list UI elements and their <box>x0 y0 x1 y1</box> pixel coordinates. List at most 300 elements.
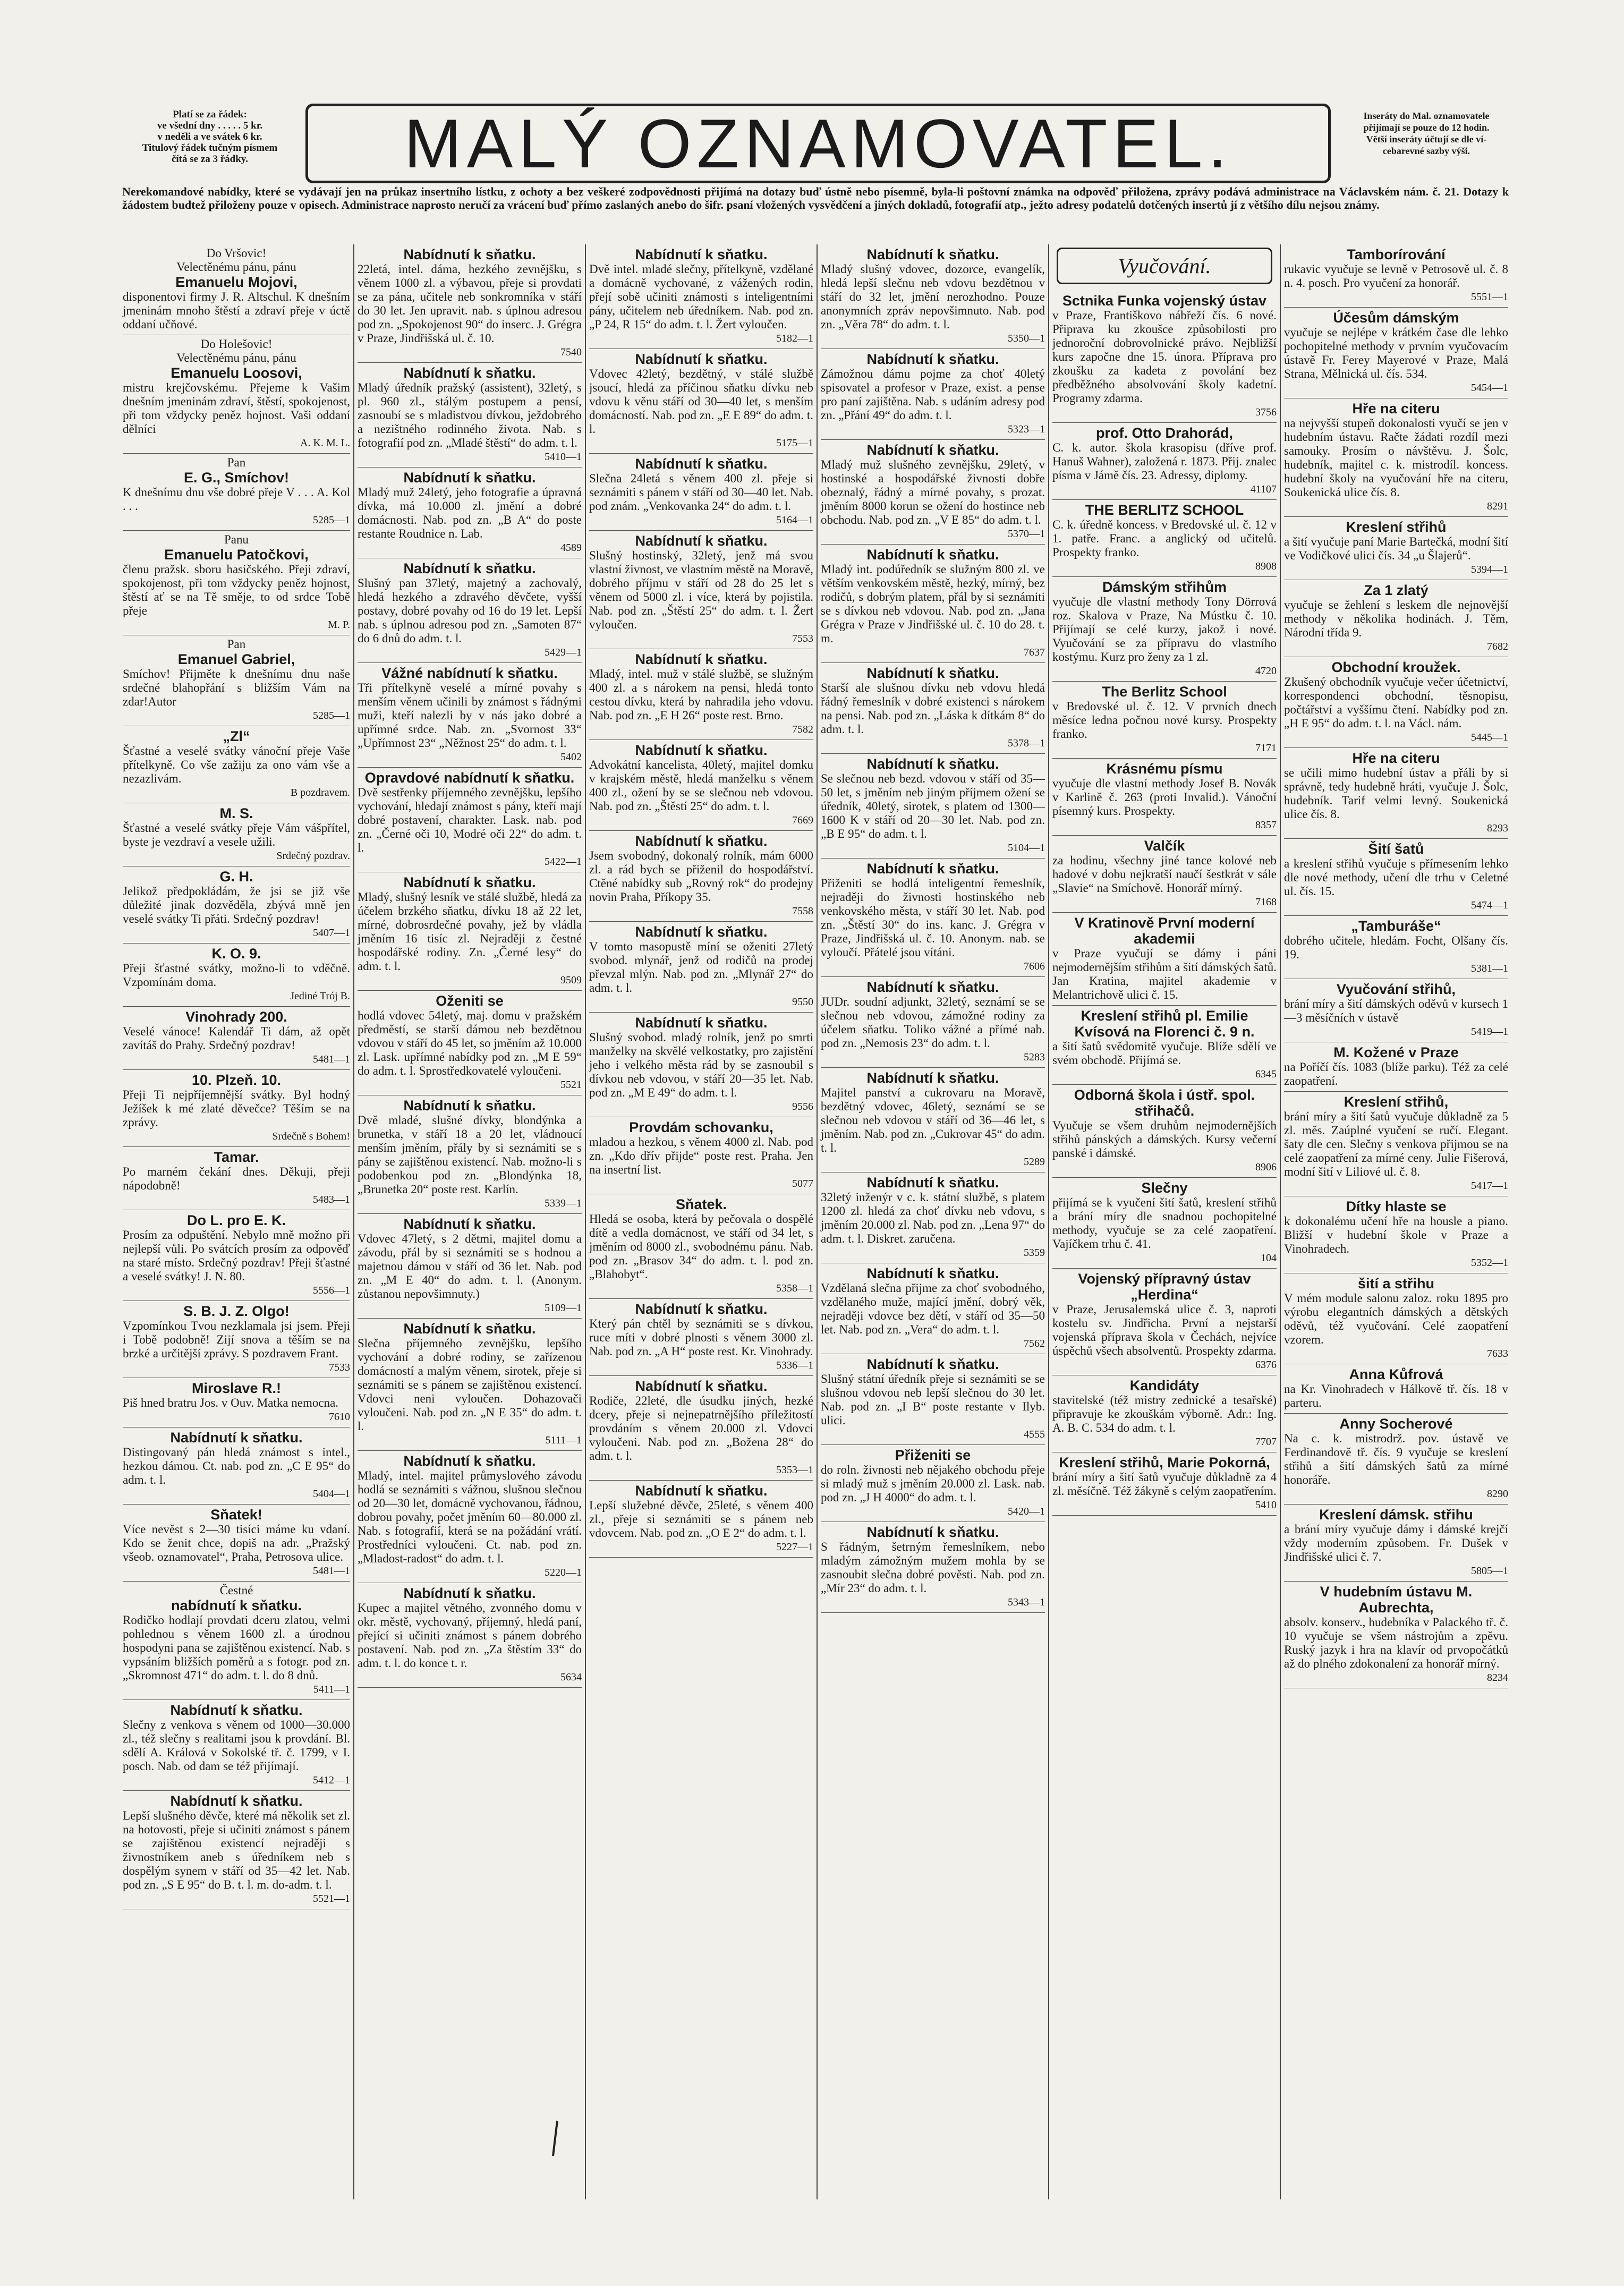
ad-body: a kreslení střihů vyučuje s přímesením lehko dle nové methody, učení dle trhu v Celetné ul. čís. 15. <box>1284 857 1508 898</box>
ad-headline: Nabídnutí k sňatku. <box>635 247 768 262</box>
ad-code: 7637 <box>1024 647 1045 658</box>
ad-headline: prof. Otto Drahorád, <box>1096 425 1233 441</box>
classified-ad <box>589 649 813 740</box>
ad-code: 5359 <box>1024 1247 1045 1259</box>
ad-body: v Praze vyučují se dámy i páni nejmodernějším střihům a šití dámských šatů. Jan Kratina, majitel akademie v Melantrichově ulici č. 15. <box>1052 947 1277 1001</box>
ad-body: v Praze, Jerusalemská ulice č. 3, naproti kostelu sv. Jindřicha. První a nejstarší vojenská příprava škola v Čechách, nejvíce úspěchů všech absolventů. Prospekty zdarma. <box>1052 1303 1277 1357</box>
ad-code: 8293 <box>1487 822 1508 834</box>
ad-body: Advokátní kancelista, 40letý, majitel domku v krajském městě, hledá manželku s věnem 400 zl., ožení by se se slečnou neb vdovou. Nab. pod zn. „Štěstí 25“ do adm. t. l. <box>589 758 813 813</box>
classified-ad <box>589 831 813 922</box>
ad-headline: Miroslave R.! <box>191 1380 282 1396</box>
ad-headline: Kandidáty <box>1129 1378 1200 1393</box>
ad-body: vyučuje se žehlení s leskem dle nejnovější methody v několika hodinách. J. Těm, Národní třída 9. <box>1284 598 1508 639</box>
classified-ad <box>1284 580 1508 657</box>
ad-body: 22letá, intel. dáma, hezkého zevnějšku, s věnem 1000 zl. a výbavou, přeje si provdati se za pána, učitele neb sonkromníka v stáří do 30 let. Jen upravit. nab. s úplnou adresou pod zn. „Spokojenost 90“ do inserc. J. Grégra v Praze, Jindřišská ul. č. 10. <box>358 262 582 345</box>
ad-headline: Nabídnutí k sňatku. <box>170 1430 303 1446</box>
ad-code: M. P. <box>328 619 350 631</box>
classified-ad <box>1284 517 1508 580</box>
ad-headline: Sctnika Funka vojenský ústav <box>1062 293 1267 309</box>
ad-headline: Nabídnutí k sňatku. <box>403 1453 536 1469</box>
ad-body: mistru krejčovskému. Přejeme k Vašim dnešním jmeninám zdraví, štěstí, spokojenost, při tom vždycky peněz hojnost. Vaši oddaní dělníci <box>123 381 350 436</box>
ad-headline: Do L. pro E. K. <box>187 1212 286 1228</box>
ad-headline: Valčík <box>1144 838 1185 854</box>
pen-mark <box>550 2120 560 2157</box>
ad-body: na Poříčí čís. 1083 (blíže parku). Též za celé zaopatření. <box>1284 1060 1508 1087</box>
info-line: Inseráty do Mal. oznamovatele <box>1363 111 1490 121</box>
ad-body: Vyučuje se všem druhům nejmodernějších střihů pánských a dámských. Kursy večerní panské i dámské. <box>1052 1119 1277 1160</box>
ad-headline: Nabídnutí k sňatku. <box>403 247 536 262</box>
ad-code: 5407—1 <box>313 927 350 939</box>
ad-code: 4589 <box>560 542 582 554</box>
ad-code: 5285—1 <box>313 514 350 526</box>
ad-headline: Hře na citeru <box>1352 401 1440 417</box>
ad-headline: „Zl“ <box>223 728 250 744</box>
administration-notice: Nerekomandové nabídky, které se vydávají jen na průkaz insertního lístku, z ochoty a bez veškeré zodpovědnosti přijímá na dotazy buď ústně nebo písemně, byla-li poštovní známka na odpověď přiložena, zprávy podává administrace na Václavském nám. č. 21. Dotazy k žádostem budtež přiloženy pouze v opisech. Administrace naprosto neručí za vrácení buď přímo zaslaných anebo do šifr. psaní vložených vysvědčení a jiných dokladů, fotografií atp., ježto adresy podatelů dotčených insertů jí z většího dílu nejsou známy. <box>122 185 1509 211</box>
ad-code: 41107 <box>1250 483 1277 495</box>
ad-headline: Nabídnutí k sňatku. <box>635 1015 768 1031</box>
ad-body: Jelikož předpokládám, že jsi se již vše důležité jinak dozvěděla, zbývá mně jen veselé svátky Ti přáti. Srdečný pozdrav! <box>123 885 350 925</box>
ad-code: 7633 <box>1487 1348 1508 1359</box>
ad-code: 7582 <box>792 724 813 735</box>
ad-body: Dvě sestřenky příjemného zevnějšku, lepšího vychování, hledají známost s pány, kteří mají dobré postavení, charakter. Lask. nab. pod zn. „Černé oči 10, Modré oči 22“ do adm. t. l. <box>358 786 582 854</box>
ad-headline: „Tamburáše“ <box>1351 918 1441 934</box>
classified-ad <box>123 244 350 335</box>
classified-ad <box>589 531 813 649</box>
ad-body: Mladý, intel. majitel průmyslového závodu hodlá se seznámiti s vážnou, slušnou slečnou od 20—30 let, domácně vychovanou, řádnou, dobrou povahy, počet jměním 60—80.000 zl. Nab. s fotografií, která se na požádání vrátí. Prostředníci vyloučeni. Ct. nab. pod zn. „Mladost-radost“ do adm. t. l. <box>358 1469 582 1565</box>
classified-ad <box>358 1583 582 1688</box>
ad-code: 7171 <box>1255 742 1277 754</box>
ad-code: 5404—1 <box>313 1488 350 1500</box>
ad-code: 5394—1 <box>1471 564 1508 575</box>
ad-headline: Kreslení střihů, Marie Pokorná, <box>1059 1455 1270 1471</box>
education-ad <box>1052 759 1277 836</box>
ad-headline: Provdám schovanku, <box>629 1119 773 1135</box>
classified-ad <box>123 866 350 944</box>
ad-code: 5352—1 <box>1471 1257 1508 1269</box>
ad-body: Hledá se osoba, která by pečovala o dospělé dítě a vedla domácnost, ve stáří od 34 let, s jměním od 8000 zl., svobodnému pánu. Nab. pod zn. „Brasov 34“ do adm. t. l. pod zn. „Blahobyt“. <box>589 1212 813 1281</box>
ad-code: 5227—1 <box>776 1541 813 1553</box>
education-ad <box>1052 577 1277 682</box>
ad-body: Mladý, intel. muž v stálé službě, se služným 400 zl. a s nárokem na pensi, hledá tonto cestou dívku, která by nahradila jeho vdovu. Nab. pod zn. „E H 26“ poste rest. Brno. <box>589 667 813 722</box>
education-ad <box>1052 1452 1277 1516</box>
ad-code: 5412—1 <box>313 1774 350 1786</box>
ad-headline: Nabídnutí k sňatku. <box>403 1098 536 1114</box>
classified-ad <box>1284 244 1508 308</box>
ad-code: 5422—1 <box>545 856 582 868</box>
ad-headline: Nabídnutí k sňatku. <box>866 665 999 681</box>
classified-ad <box>821 545 1045 663</box>
ad-code: 5474—1 <box>1471 899 1508 911</box>
ad-code: 5429—1 <box>545 647 582 658</box>
ad-headline: Slečny <box>1141 1180 1188 1196</box>
ad-code: 7533 <box>329 1362 350 1373</box>
ad-headline: S. B. J. Z. Olgo! <box>183 1303 290 1319</box>
ad-body: S řádným, šetrným řemeslníkem, nebo mladým zámožným mužem mohla by se zasnoubit slečna dobré pověsti. Nab. pod zn. „Mír 23“ do adm. t. l. <box>821 1540 1045 1595</box>
ad-headline: Nabídnutí k sňatku. <box>403 1321 536 1337</box>
ad-code: 5370—1 <box>1008 528 1045 540</box>
ad-headline: Vojenský přípravný ústav „Herdina“ <box>1078 1271 1251 1303</box>
ad-headline: Nabídnutí k sňatku. <box>635 1378 768 1394</box>
classified-ad <box>123 1700 350 1791</box>
ad-headline: K. O. 9. <box>211 946 261 962</box>
classified-ad <box>821 977 1045 1068</box>
ad-code: 5556—1 <box>313 1285 350 1296</box>
ad-code: 7682 <box>1487 641 1508 652</box>
ad-body: na nejvyšší stupeň dokonalosti vyučí se jen v hudebním ústavu. Račte žádati rozdíl mezi samouky. Prosím o návštěvu. J. Šolc, hudebník, majitel c. k. mistrodíl. koncess. hudební školy na vyučování hře na citeru, Soukenická ulice čís. 8. <box>1284 417 1508 499</box>
ad-code: 5410—1 <box>545 451 582 463</box>
ad-intro: Velectěnému pánu, pánu <box>176 351 296 364</box>
ad-code: 5481—1 <box>313 1565 350 1577</box>
ad-headline: Nabídnutí k sňatku. <box>635 351 768 367</box>
classified-ad <box>123 803 350 866</box>
ad-body: Slušný pan 37letý, majetný a zachovalý, hledá hezkého a zdravého děvčete, vyšší postavy, dobré povahy od 16 do 19 let. Lepší nab. s úplnou adresou pod zn. „Samoten 87“ do 6 dnů do adm. t. l. <box>358 576 582 645</box>
classified-ad <box>123 1147 350 1210</box>
education-ad <box>1052 1375 1277 1452</box>
classified-ad <box>589 740 813 831</box>
classified-ad <box>821 440 1045 545</box>
ad-headline: Nabídnutí k sňatku. <box>403 365 536 381</box>
price-line: ve všední dny . . . . . 5 kr. <box>157 120 263 131</box>
ad-body: mladou a hezkou, s věnem 4000 zl. Nab. pod zn. „Kdo dřív přijde“ poste rest. Praha. Jen na insertní list. <box>589 1135 813 1176</box>
ad-code: 5220—1 <box>545 1567 582 1578</box>
insertion-info-box <box>1344 110 1509 157</box>
ad-headline: Dámským střihům <box>1102 579 1227 595</box>
ad-headline: Hře na citeru <box>1352 750 1440 766</box>
ad-headline: Oženiti se <box>436 993 504 1009</box>
ad-body: Slušný státní úředník přeje si seznámiti se se slušnou vdovou neb lepší slečnou do 30 let. Nab. pod zn. „I B“ poste restante v Ilyb. ulici. <box>821 1372 1045 1427</box>
ad-code: 5111—1 <box>545 1434 582 1446</box>
ad-body: C. k. autor. škola krasopisu (dříve prof. Hanuš Wahner), založená r. 1873. Přij. znalec písma v Jámě čís. 23. Adressy, diplomy. <box>1052 441 1277 482</box>
ad-body: členu pražsk. sboru hasičského. Přeji zdraví, spokojenost, při tom vždycky peněz hojnost, štěstí ať se na Tě směje, to od srdce Tobě přeje <box>123 563 350 617</box>
ad-code: 6376 <box>1255 1359 1277 1371</box>
ad-headline: Nabídnutí k sňatku. <box>170 1702 303 1718</box>
classified-ad <box>821 1263 1045 1354</box>
ad-code: 5164—1 <box>776 514 813 526</box>
ad-code: 5378—1 <box>1008 737 1045 749</box>
education-ad <box>1052 500 1277 577</box>
ad-body: vyučuje dle vlastní methody Tony Dörrová roz. Skalova v Praze, Na Mústku č. 10. Přijímají se celé kurzy, jakož i nové. Vyučování se za přípravu do vlastního kostýmu. Kurz pro ženy za 1 zl. <box>1052 595 1277 664</box>
ad-body: disponentovi firmy J. R. Altschul. K dnešním jmeninám mnoho štěstí a zdraví přeje v úctě oddaní učňové. <box>123 290 350 331</box>
ad-body: Vzpomínkou Tvou nezklamala jsi jsem. Přeji i Tobě podobně! Zijí snova a těším se na brzké a určitější zprávy. S pozdravem Frant. <box>123 1319 350 1360</box>
ad-code: 7540 <box>560 346 582 358</box>
classified-ad <box>1284 1505 1508 1582</box>
ad-code: 5445—1 <box>1471 732 1508 743</box>
ad-code: 5182—1 <box>776 333 813 344</box>
ad-body: JUDr. soudní adjunkt, 32letý, seznámí se se slečnou neb vdovou, zámožné rodiny za účelem sňatku. Toliko vážné a přímé nab. pod zn. „Nemosis 23“ do adm. t. l. <box>821 995 1045 1050</box>
ad-headline: šití a střihu <box>1357 1276 1435 1291</box>
classified-ad <box>358 363 582 468</box>
ad-body: přijímá se k vyučení šití šatů, kreslení střihů a brání míry dle snadnou pochopitelné methody, vyučuje se za celé zaopatření. Vajíčkem trhu č. 41. <box>1052 1196 1277 1251</box>
classified-ad <box>821 1172 1045 1263</box>
ad-headline: Kreslení střihů, <box>1344 1094 1449 1110</box>
ad-body: Slečny z venkova s věnem od 1000—30.000 zl., též slečny s realitami jsou k provdání. Bl. sdělí A. Králová v Sokolské tř. č. 1799, v I. posch. Nab. od dam se též přijímají. <box>123 1718 350 1773</box>
ad-code: 5289 <box>1024 1156 1045 1168</box>
classified-ad <box>123 454 350 531</box>
ad-headline: Nabídnutí k sňatku. <box>866 1356 999 1372</box>
masthead <box>122 104 1503 183</box>
ad-headline: Šití šatů <box>1368 841 1424 857</box>
classified-ad <box>358 872 582 991</box>
classified-ad <box>358 558 582 663</box>
ad-body: 32letý inženýr v c. k. státní službě, s platem 1200 zl. hledá za choť dívku neb vdovu, s jměním 20.000 zl. Nab. pod zn. „Lena 97“ do adm. t. l. Diskret. zaručena. <box>821 1191 1045 1245</box>
ad-code: 104 <box>1261 1252 1277 1264</box>
ad-code: 7610 <box>329 1411 350 1423</box>
ad-code: 3756 <box>1255 406 1277 418</box>
classified-ad <box>589 1117 813 1194</box>
ad-headline: Nabídnutí k sňatku. <box>866 756 999 772</box>
ad-headline: Nabídnutí k sňatku. <box>635 1483 768 1499</box>
ad-body: Šťastné a veselé svátky vánoční přeje Vaše přítelkyně. Co vše zažiju za ono vám vše a nezazlivám. <box>123 744 350 785</box>
ad-headline: Nabídnutí k sňatku. <box>635 456 768 472</box>
column-6 <box>1280 244 1511 2199</box>
classified-ad <box>1284 748 1508 839</box>
classified-ad <box>589 349 813 454</box>
ad-code: 5454—1 <box>1471 382 1508 394</box>
ad-body: dobrého učitele, hledám. Focht, Olšany čís. 19. <box>1284 934 1508 961</box>
classified-ad <box>821 1068 1045 1172</box>
classified-ad <box>1284 1582 1508 1688</box>
ad-headline: Nabídnutí k sňatku. <box>866 547 999 563</box>
ad-body: Vzdělaná slečna přijme za choť svobodného, vzdělaného muže, mající jmění, dobrý věk, nejraději vdovce bez dětí, v stáří od 35—50 let. Nab. pod zn. „Vera“ do adm. t. l. <box>821 1281 1045 1336</box>
section-title: MALÝ OZNAMOVATEL. <box>404 105 1232 182</box>
price-line: Titulový řádek tučným písmem <box>142 142 278 154</box>
education-ad <box>1052 1178 1277 1269</box>
ad-headline: M. Kožené v Praze <box>1333 1044 1459 1060</box>
ad-body: Slušný svobod. mladý rolník, jenž po smrti manželky na skvělé velkostatky, pro zajistění jeho i velkého města rád by se zasnoubil s dívkou neb vdovou, v stáří 20—35 let. Nab. pod zn. „M E 49“ do adm. t. l. <box>589 1031 813 1099</box>
ad-headline: Nabídnutí k sňatku. <box>866 247 999 262</box>
classified-ad <box>589 454 813 531</box>
ad-headline: Nabídnutí k sňatku. <box>635 742 768 758</box>
ad-body: Vdovec 42letý, bezdětný, v stálé službě jsoucí, hledá za příčinou sňatku dívku neb vdovu k věnu stáří od 30—40 let, s menším domácností. Nab. pod zn. „E E 89“ do adm. t. l. <box>589 367 813 436</box>
ad-code: 5283 <box>1024 1051 1045 1063</box>
ad-code: 5358—1 <box>776 1282 813 1294</box>
ad-code: 5410 <box>1255 1499 1277 1511</box>
ad-headline: Anna Kůfrová <box>1349 1366 1443 1382</box>
classified-ad <box>123 1210 350 1301</box>
ad-headline: The Berlitz School <box>1102 684 1227 700</box>
ad-body: absolv. konserv., hudebníka v Palackého tř. č. 10 vyučuje se všem nástrojům a zpěvu. Ruský jazyk i hra na klavír od prvopočátků až do plného zdokonalení za honorář mírný. <box>1284 1616 1508 1670</box>
ad-body: hodlá vdovec 54letý, maj. domu v pražském předměstí, se starší dámou neb bezdětnou vdovou v stáří do 45 let, so jměním až 10.000 zl. Lask. upřímné nabídky pod zn. „M E 59“ do adm. t. l. Sprostředkovatelé vyloučeni. <box>358 1009 582 1077</box>
education-ad <box>1052 423 1277 500</box>
section-heading: Vyučování. <box>1057 248 1272 284</box>
ad-code: 5285—1 <box>313 710 350 721</box>
column-2 <box>353 244 585 2199</box>
ad-body: Po marném čekání dnes. Děkuji, přeji nápodobně! <box>123 1165 350 1192</box>
ad-headline: THE BERLITZ SCHOOL <box>1085 502 1244 518</box>
ad-body: Slušný hostinský, 32letý, jenž má svou vlastní živnost, ve vlastním městě na Moravě, dobrého příjmu v stáří od 28 do 25 let s věnem od 5000 zl. i více, která by pojistila. Nab. pod zn. „Štěstí 25“ do adm. t. l. Žert vyloučen. <box>589 549 813 631</box>
ad-headline: Vinohrady 200. <box>185 1009 287 1025</box>
ad-code: 5521—1 <box>313 1893 350 1905</box>
ad-headline: Nabídnutí k sňatku. <box>403 1585 536 1601</box>
ad-code: 4555 <box>1024 1429 1045 1440</box>
classified-ad <box>123 1007 350 1070</box>
ad-code: 5109—1 <box>545 1302 582 1314</box>
classified-ad <box>821 1445 1045 1522</box>
ad-body: Zkušený obchodník vyučuje večer účetnictví, korrespondenci obchodní, těsnopisu, počtářství a vyššímu čtení. Nabídky pod zn. „H E 95“ do adm. t. l. na Václ. nám. <box>1284 675 1508 730</box>
ad-headline: nabídnutí k sňatku. <box>171 1597 302 1613</box>
ad-body: V mém module salonu zaloz. roku 1895 pro výrobu elegantních dámských a dětských oděvů, též vyučování. Celé zaopatření vzorem. <box>1284 1291 1508 1346</box>
classified-ad <box>821 1522 1045 1613</box>
education-ad <box>1052 836 1277 913</box>
classified-ad <box>589 244 813 349</box>
classified-ad <box>123 1582 350 1700</box>
ad-body: Mladý, slušný lesník ve stálé službě, hledá za účelem brzkého sňatku, dívku 18 až 22 let, mírné, dobrosrdečné povahy, jež by vládla jměním 16 tisíc zl. Nejraději z čestné hospodářské rodiny. Zn. „Černé lesy“ do adm. t. l. <box>358 890 582 973</box>
ad-headline: Anny Socherové <box>1339 1416 1453 1432</box>
ad-body: Piš hned bratru Jos. v Ouv. Matka nemocna. <box>123 1396 339 1409</box>
classified-ad <box>1284 1414 1508 1505</box>
ad-body: Více nevěst s 2—30 tisíci máme ku vdaní. Kdo se ženit chce, dopiš na adr. „Pražský všeob. oznamovatel“, Praha, Petrosova ulice. <box>123 1523 350 1563</box>
ad-body: Kupec a majitel větného, zvonného domu v okr. městě, vychovaný, příjemný, hledá paní, přející si učiniti známost s pánem dobrého postavení. Nab. pod zn. „Za štěstím 33“ do adm. t. l. do konce t. r. <box>358 1601 582 1670</box>
price-line: Platí se za řádek: <box>173 109 247 120</box>
ad-headline: Krásnému písmu <box>1106 761 1223 777</box>
ad-body: Mladý muž 24letý, jeho fotografie a úpravná dívka, má 10.000 zl. jmění a dobré domácnosti. Nab. pod zn. „B A“ do poste restante Roudnice n. Lab. <box>358 486 582 540</box>
classified-ad <box>1284 398 1508 517</box>
ad-body: Na c. k. mistrodrž. pov. ústavě ve Ferdinandově tř. čís. 9 vyučuje se kreslení střihů a šití dámských šatů za mírné honoráře. <box>1284 1432 1508 1486</box>
ad-headline: Přiženiti se <box>895 1447 971 1463</box>
ad-body: Majitel panství a cukrovaru na Moravě, bezdětný vdovec, 46letý, seznámí se se slečnou neb vdovou v stáří od 36—46 let, s jměním. Nab. pod zn. „Cukrovar 45“ do adm. t. l. <box>821 1086 1045 1154</box>
classified-ad <box>1284 1042 1508 1092</box>
ad-headline: Tamborírování <box>1347 247 1446 262</box>
classified-ad <box>123 635 350 726</box>
ad-code: 5175—1 <box>776 437 813 449</box>
ad-body: Se slečnou neb bezd. vdovou v stáří od 35—50 let, s jměním neb jiným příjmem ožení se úředník, 40letý, sirotek, s platem od 1300—1600 K v stáří od 20—30 let. Nab. pod zn. „B E 95“ do adm. t. l. <box>821 772 1045 840</box>
education-ad <box>1052 1269 1277 1375</box>
education-ad <box>1052 682 1277 759</box>
ad-headline: Vyučování střihů, <box>1336 981 1456 997</box>
ad-body: v Praze, Františkovo nábřeží čís. 6 nové. Připrava ku zkoušce způsobilosti pro jednoroční dobrovolnické právo. Nejbližší kurs započne dne 15. února. Příprava pro zkoušku za kadeta z povolání bez předběžného absolvování školy kadetní. Programy zdarma. <box>1052 309 1277 405</box>
classified-ad <box>123 726 350 803</box>
education-ad <box>1052 1085 1277 1178</box>
ad-code: 8357 <box>1255 819 1277 831</box>
column-4 <box>817 244 1048 2199</box>
ad-body: Prosím za odpuštění. Nebylo mně možno při nejlepší vůli. Po svátcích prosím za odpověď na staré místo. Srdečný pozdrav! Přeji šťastné a veselé svátky! J. N. 80. <box>123 1228 350 1283</box>
ad-body: Distingovaný pán hledá známost s intel., hezkou dámou. Ct. nab. pod zn. „C E 95“ do adm. t. l. <box>123 1446 350 1486</box>
ad-body: Lepší slušného děvče, které má několik set zl. na hotovosti, přeje si učiniti známost s pánem se zajištěnou existencí nejraději s živnostníkem aneb s úředníkem neb s dospělým synem v stáří od 35—42 let. Nab. pod zn. „S E 95“ do B. t. l. m. do-adm. t. l. <box>123 1809 350 1891</box>
ad-body: na Kr. Vinohradech v Hálkově tř. čís. 18 v parteru. <box>1284 1382 1508 1409</box>
classified-ad <box>589 1194 813 1299</box>
ad-headline: Nabídnutí k sňatku. <box>635 1301 768 1317</box>
ad-body: Starší ale slušnou dívku neb vdovu hledá řádný řemeslník v dobré existenci s nárokem na pensi. Nab. pod zn. „Láska k dítkám 8“ do adm. t. l. <box>821 681 1045 736</box>
ad-code: Srdečný pozdrav. <box>276 850 350 862</box>
ad-code: B pozdravem. <box>290 787 350 798</box>
classified-ad <box>821 754 1045 859</box>
info-line: přijímají se pouze do 12 hodin. <box>1363 122 1490 133</box>
classified-ad <box>123 1378 350 1427</box>
classified-ad <box>123 1070 350 1147</box>
ad-code: 8234 <box>1487 1672 1508 1684</box>
ad-code: 7168 <box>1255 896 1277 908</box>
ad-body: Mladý slušný vdovec, dozorce, evangelík, hledá lepší slečnu neb vdovu bezdětnou v stáří do 32 let, jmění nerozhodno. Pouze anonymních zpráv nepovšimnuto. Nab. pod zn. „Věra 78“ do adm. t. l. <box>821 262 1045 331</box>
ad-body: brání míry a šití dámských oděvů v kursech 1—3 měsíčních v ústavě <box>1284 997 1508 1024</box>
ad-code: 6345 <box>1255 1068 1277 1080</box>
ad-headline: Za 1 zlatý <box>1364 582 1429 598</box>
ad-code: 5402 <box>560 751 582 763</box>
ad-body: Přeji šťastné svátky, možno-li to vděčně. Vzpomínám doma. <box>123 962 350 989</box>
ad-prefix: Panu <box>224 533 249 546</box>
ad-code: 5353—1 <box>776 1464 813 1476</box>
ad-body: C. k. úředně koncess. v Bredovské ul. č. 12 v 1. patře. Franc. a anglický od učitelů. Prospekty franko. <box>1052 518 1277 559</box>
classified-ad <box>589 1481 813 1558</box>
ad-body: za hodinu, všechny jiné tance kolové neb hadové v dobu nejkratší naučí šestkrát v sále „Slavie“ na Smíchově. Honorář mírný. <box>1052 854 1277 895</box>
ad-code: 7553 <box>792 633 813 644</box>
ad-code: 5481—1 <box>313 1053 350 1065</box>
ad-body: a brání míry vyučuje dámy i dámské krejčí vždy moderním způsobem. Fr. Dušek v Jindřišské ulici č. 7. <box>1284 1523 1508 1563</box>
ad-headline: Odborná škola i ústř. spol. střihačů. <box>1074 1087 1255 1119</box>
ad-body: Slečna 24letá s věnem 400 zl. přeje si seznámiti s pánem v stáří od 30—40 let. Nab. pod znám. „Venkovanka 24“ do adm. t. l. <box>589 472 813 513</box>
ad-headline: Nabídnutí k sňatku. <box>170 1793 303 1809</box>
ad-body: Šťastné a veselé svátky přeje Vám vášpřítel, byste je vezdraví a vesele užili. <box>123 821 350 848</box>
ad-headline: Tamar. <box>214 1149 259 1165</box>
ad-code: 5323—1 <box>1008 423 1045 435</box>
classified-ad <box>123 1301 350 1378</box>
ad-body: se učili mimo hudební ústav a přáli by si správně, tedy hudebně hráti, vyučuje J. Šolc, hudebník. Tarif velmi levný. Soukenická ulice čís. 8. <box>1284 766 1508 821</box>
ad-code: 5419—1 <box>1471 1026 1508 1038</box>
ad-body: Vdovec 47letý, s 2 dětmi, majitel domu a závodu, přál by si seznámiti se s hodnou a majetnou dámou v stáří od 36 let. Nab. pod zn. „M E 40“ do adm. t. l. (Anonym. zůstanou nepovšimnuty.) <box>358 1232 582 1301</box>
ad-code: 5343—1 <box>1008 1596 1045 1608</box>
ad-code: 5381—1 <box>1471 963 1508 974</box>
ad-body: vyučuje se nejlépe v krátkém čase dle lehko pochopitelné methody v prvním vyučovacím ústavě Fr. Ferey Mayerové v Praze, Malá Strana, Mělnická ul. čís. 534. <box>1284 326 1508 380</box>
ad-body: Dvě intel. mladé slečny, přítelkyně, vzdělané a domácně vychované, z vážených rodin, přejí sobě učiniti známosti s inteligentními pány, učitelem neb úředníkem. Nab. pod zn. „P 24, R 15“ do adm. t. l. Žert vyloučen. <box>589 262 813 331</box>
ad-headline: Nabídnutí k sňatku. <box>403 874 536 890</box>
classified-ad <box>821 244 1045 349</box>
ad-headline: Emanuelu Patočkovi, <box>164 547 309 563</box>
price-line: čítá se za 3 řádky. <box>171 154 249 165</box>
ad-prefix: Čestné <box>219 1584 253 1597</box>
ad-code: 5339—1 <box>545 1197 582 1209</box>
column-5 <box>1048 244 1280 2199</box>
ad-headline: G. H. <box>219 869 253 885</box>
ad-headline: Nabídnutí k sňatku. <box>635 833 768 849</box>
ad-code: 7606 <box>1024 961 1045 972</box>
classified-ad <box>123 1427 350 1505</box>
classified-ad <box>1284 979 1508 1042</box>
price-line: v neděli a ve svátek 6 kr. <box>157 131 262 142</box>
classified-ad <box>589 1013 813 1117</box>
ad-body: brání míry a šití šatů vyučuje důkladně za 4 zl. měsíčně. Též žákyně s celým zaopatřením. <box>1052 1471 1277 1498</box>
ad-code: 5420—1 <box>1008 1506 1045 1517</box>
classified-ad <box>1284 916 1508 979</box>
classified-ad <box>123 1791 350 1909</box>
ad-code: Jediné Trój B. <box>290 990 350 1002</box>
ad-body: brání míry a šití šatů vyučuje důkladně za 5 zl. měs. Zaúplné vyučení se ručí. Elegant. šaty dle cen. Slečny s venkova přijmou se na celé zaopatření za mírné ceny. Julie Fišerová, modní šití v Liliové ul. č. 8. <box>1284 1110 1508 1178</box>
ad-headline: Nabídnutí k sňatku. <box>866 1070 999 1086</box>
ad-code: 5417—1 <box>1471 1180 1508 1192</box>
ad-headline: Sňatek. <box>675 1196 727 1212</box>
ad-code: 8290 <box>1487 1488 1508 1500</box>
ad-body: Který pán chtěl by seznámiti se s dívkou, ruce míti v dobré plnosti s věnem 3000 zl. Nab. pod zn. „A H“ poste rest. Kr. Vinohrady. <box>589 1317 813 1358</box>
classified-ad <box>821 859 1045 977</box>
education-ad <box>1052 1006 1277 1085</box>
classified-ad <box>358 1214 582 1319</box>
classified-ad <box>1284 1196 1508 1273</box>
ad-body: a šití vyučuje paní Marie Bartečká, modní šití ve Vodičkové ulici čís. 34 „u Šlajerů“. <box>1284 535 1508 562</box>
ad-body: vyučuje dle vlastní methody Josef B. Novák v Karlině č. 263 (proti Invalid.). Vánoční písemný kurs. Prospekty. <box>1052 777 1277 818</box>
ad-code: A. K. M. L. <box>300 437 350 449</box>
classified-ad <box>589 1299 813 1376</box>
classified-ad <box>1284 1364 1508 1414</box>
ad-code: 5104—1 <box>1008 842 1045 854</box>
ad-headline: Nabídnutí k sňatku. <box>635 651 768 667</box>
ad-body: Lepší služebné děvče, 25leté, s věnem 400 zl., přeje si seznámiti se s pánem neb vdovcem. Nab. pod zn. „O E 2“ do adm. t. l. <box>589 1499 813 1540</box>
ad-code: 7669 <box>792 814 813 826</box>
ad-headline: V hudebním ústavu M. Aubrechta, <box>1320 1584 1473 1616</box>
ad-code: 7707 <box>1255 1436 1277 1448</box>
ad-prefix: Pan <box>227 456 246 469</box>
ad-headline: Emanuel Gabriel, <box>177 651 295 667</box>
ad-body: Přiženiti se hodlá inteligentní řemeslník, nejraději do živnosti hostinského neb venkovského města, v stáří 30 let. Nab. pod zn. „Štěstí 30“ do ins. kanc. J. Grégra v Praze, Jindřišská ul. č. 10. Anonym. nab. se vyloučí. Přátelé jsou vítáni. <box>821 877 1045 959</box>
ad-headline: Nabídnutí k sňatku. <box>403 560 536 576</box>
ad-code: 5483—1 <box>313 1194 350 1205</box>
